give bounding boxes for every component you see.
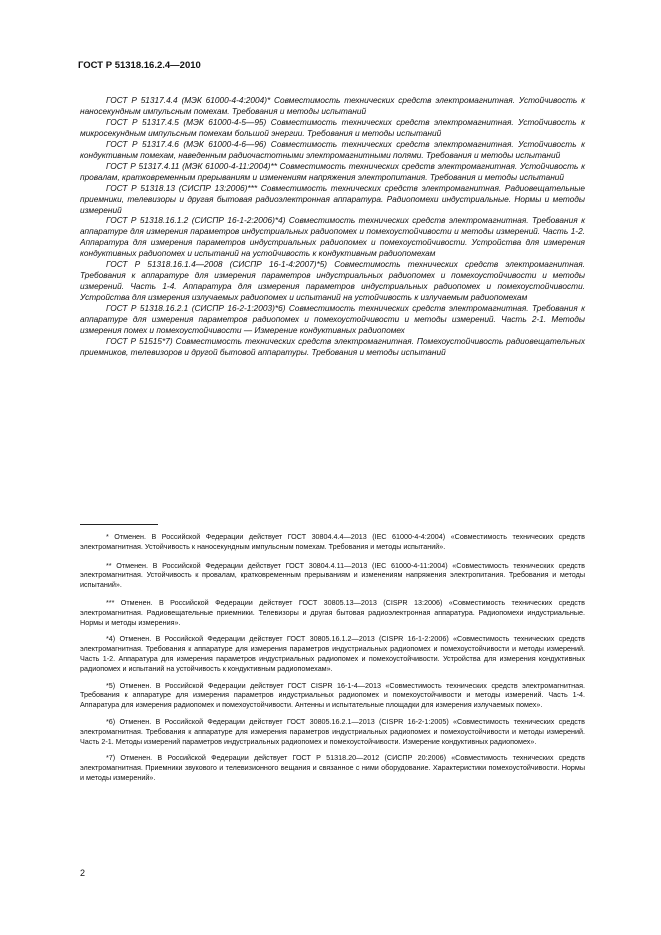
footnote: *** Отменен. В Российской Федерации действует ГОСТ 30805.13—2013 (CISPR 13:2006) «Совместимость технических средств электромагнитная. Радиовещательные приемники. Телевизоры и другая бытовая радиоэлектронная аппаратура. Радиопомехи индустриальные. Нормы и методы измерения». (80, 597, 585, 627)
references-list (80, 95, 585, 358)
footnote-separator (80, 524, 158, 525)
reference-paragraph: ГОСТ Р 51318.16.1.4—2008 (СИСПР 16-1-4:2007)*5) Совместимость технических средств электромагнитная. Требования к аппаратуре для измерения параметров индустриальных радиопомех и помехоустойчивости и методы измерений. Часть 1-4. Аппаратура для измерения параметров индустриальных радиопомех и помехоустойчивости. Устройства для измерения излучаемых радиопомех и испытаний на устойчивость к излучаемым радиопомехам (80, 259, 585, 303)
reference-paragraph: ГОСТ Р 51318.16.2.1 (СИСПР 16-2-1:2003)*6) Совместимость технических средств электромагнитная. Требования к аппаратуре для измерения параметров радиопомех и помехоустойчивости и методы измерений. Часть 2-1. Методы измерения помех и помехоустойчивости — Измерение кондуктивных радиопомех (80, 303, 585, 336)
footnote: *7) Отменен. В Российской Федерации действует ГОСТ Р 51318.20—2012 (СИСПР 20:2006) «Совместимость технических средств электромагнитная. Приемники звукового и телевизионного вещания и связанное с ними оборудование. Характеристики помехоустойчивости. Нормы и методы измерений». (80, 753, 585, 782)
footnote: *5) Отменен. В Российской Федерации действует ГОСТ CISPR 16-1-4—2013 «Совместимость технических средств электромагнитная. Требования к аппаратуре для измерения параметров индустриальных радиопомех и помехоустойчивости и методы измерений. Часть 1-4. Аппаратура для измерения радиопомех и помехоустойчивости. Антенны и испытательные площадки для измерения излучаемых помех». (80, 680, 585, 710)
reference-paragraph: ГОСТ Р 51317.4.4 (МЭК 61000-4-4:2004)* Совместимость технических средств электромагнитная. Устойчивость к наносекундным импульсным помехам. Требования и методы испытаний (80, 95, 585, 116)
reference-paragraph: ГОСТ Р 51317.4.5 (МЭК 61000-4-5—95) Совместимость технических средств электромагнитная. Устойчивость к микросекундным импульсным помехам большой энергии. Требования и методы испытаний (80, 116, 585, 138)
page-number: 2 (80, 868, 86, 878)
reference-paragraph: ГОСТ Р 51318.13 (СИСПР 13:2006)*** Совместимость технических средств электромагнитная. Радиовещательные приемники, телевизоры и другая бытовая радиоэлектронная аппаратура. Радиопомехи индустриальные. Нормы и методы измерений (80, 182, 585, 215)
reference-paragraph: ГОСТ Р 51317.4.6 (МЭК 61000-4-6—96) Совместимость технических средств электромагнитная. Устойчивость к кондуктивным помехам, наведенным радиочастотными электромагнитными полями. Требования и методы испытаний (80, 138, 585, 160)
footnote: *6) Отменен. В Российской Федерации действует ГОСТ 30805.16.2.1—2013 (CISPR 16-2-1:2005) «Совместимость технических средств электромагнитная. Требования к аппаратуре для измерения параметров индустриальных радиопомех и помехоустойчивости и методы измерений. Часть 2-1. Методы измерений параметров индустриальных радиопомех и помехоустойчивости. Измерение кондуктивных радиопомех». (80, 716, 585, 746)
reference-paragraph: ГОСТ Р 51515*7) Совместимость технических средств электромагнитная. Помехоустойчивость радиовещательных приемников, телевизоров и другой бытовой аппаратуры. Требования и методы испытаний (80, 335, 585, 357)
footnote: ** Отменен. В Российской Федерации действует ГОСТ 30804.4.11—2013 (IEC 61000-4-11:2004) «Совместимость технических средств электромагнитная. Устойчивость к провалам, кратковременным прерываниям и изменениям напряжения электропитания. Требования и методы испытаний». (80, 560, 585, 590)
footnotes (80, 532, 585, 787)
footnote: * Отменен. В Российской Федерации действует ГОСТ 30804.4.4—2013 (IEC 61000-4-4:2004) «Совместимость технических средств электромагнитная. Устойчивость к наносекундным импульсным помехам. Требования и методы испытаний». (80, 532, 585, 551)
document-header: ГОСТ Р 51318.16.2.4—2010 (78, 60, 201, 71)
reference-paragraph: ГОСТ Р 51318.16.1.2 (СИСПР 16-1-2:2006)*4) Совместимость технических средств электромагнитная. Требования к аппаратуре для измерения параметров индустриальных радиопомех и помехоустойчивости и методы измерений. Часть 1-2. Аппаратура для измерения параметров индустриальных радиопомех и помехоустойчивости. Устройства для измерения кондуктивных радиопомех и испытаний на устойчивость к кондуктивным радиопомехам (80, 215, 585, 259)
footnote: *4) Отменен. В Российской Федерации действует ГОСТ 30805.16.1.2—2013 (CISPR 16-1-2:2006) «Совместимость технических средств электромагнитная. Требования к аппаратуре для измерения параметров индустриальных радиопомех и помехоустойчивости и методы измерений. Часть 1-2. Аппаратура для измерения параметров индустриальных радиопомех и помехоустойчивости. Устройства для измерения кондуктивных радиопомех и испытаний на устойчивость к кондуктивным радиопомехам». (80, 634, 585, 673)
reference-paragraph: ГОСТ Р 51317.4.11 (МЭК 61000-4-11:2004)** Совместимость технических средств электромагнитная. Устойчивость к провалам, кратковременным прерываниям и изменениям напряжения электропитания. Требования и методы испытаний (80, 160, 585, 182)
